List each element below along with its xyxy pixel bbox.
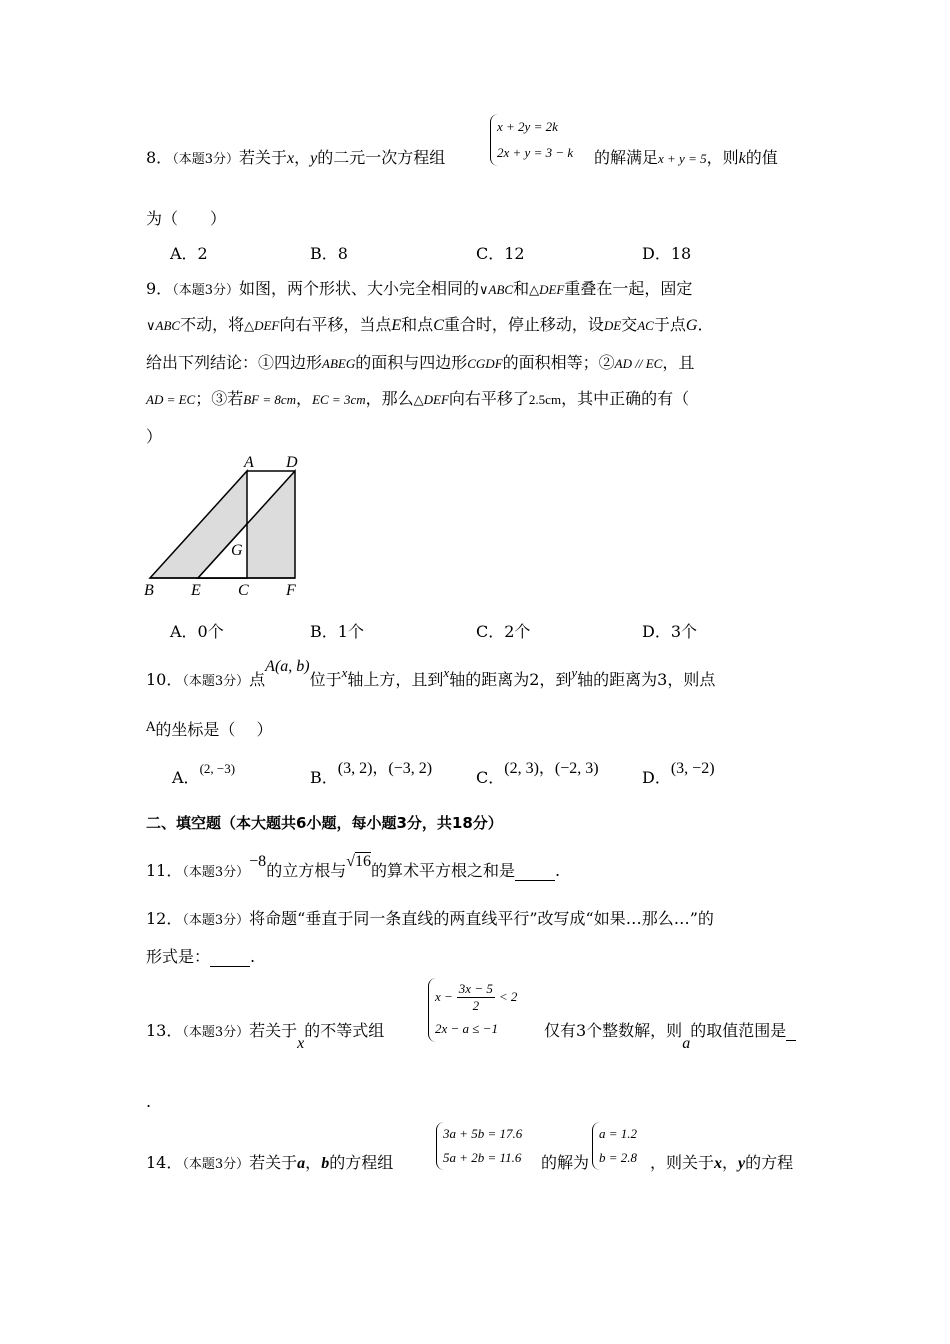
q12-line1 [146, 906, 714, 929]
q14-eq1: 3a + 5b = 17.6 [443, 1126, 523, 1141]
q9-text: 重合时，停止移动，设 [443, 315, 604, 334]
q9-parallel: AD // EC [614, 356, 663, 371]
q13-text: 的取值范围是 [690, 1021, 787, 1040]
q10-option-d-value: (3, −2) [670, 760, 715, 777]
q9-quad-cgdf: CGDF [467, 356, 503, 371]
q8-line1-right [594, 145, 778, 168]
q9-text: 向右平移了 [448, 389, 529, 408]
q14-var-b: b [321, 1155, 330, 1172]
q9-point-e: E [391, 317, 402, 334]
q10-point-a-small: A [146, 720, 156, 735]
q10-text: 轴上方，且到 [347, 670, 444, 689]
q14-text: 的方程组 [329, 1153, 394, 1172]
q12-tag: （本题3分） [182, 913, 250, 928]
q9-triangle-def: △DEF [529, 282, 565, 297]
q9-triangle-def: △DEF [244, 318, 280, 333]
q10-option-c-value: (2, 3)，(−2, 3) [504, 760, 599, 777]
q8-eq2: 2x + y = 3 − k [497, 145, 574, 160]
section-2-heading: 二、填空题（本大题共6小题，每小题3分，共18分） [146, 814, 503, 832]
q9-figure [140, 452, 320, 602]
q13-line1-left [146, 1018, 385, 1052]
q8-condition: x + y = 5 [658, 151, 707, 166]
q11-sqrt-value: 16 [354, 853, 371, 870]
q10-text: 轴的距离为2，到 [449, 670, 572, 689]
q10-number: 10． [146, 670, 183, 689]
q14-eq2: 5a + 2b = 11.6 [443, 1150, 522, 1165]
q9-label-a: A [244, 454, 254, 471]
q8-line2: 为（ ） [146, 209, 227, 228]
q8-option-c[interactable]: C．12 [476, 244, 525, 263]
q13-fraction [457, 981, 495, 1014]
q13-var-x: x [297, 1035, 305, 1052]
q9-text: ，其中正确的有（ [561, 389, 690, 408]
q9-text: 向右平移，当点 [279, 315, 392, 334]
q9-bf: BF = 8cm [243, 392, 297, 407]
q8-var-y: y [310, 150, 318, 167]
q11-tag: （本题3分） [182, 865, 250, 880]
q11-line [146, 853, 561, 881]
q8-option-b[interactable]: B．8 [310, 244, 348, 263]
q10-text: 点 [249, 670, 266, 689]
q9-distance: 2.5cm [528, 392, 562, 407]
q10-var-x: x [341, 665, 348, 680]
q9-line2 [146, 312, 713, 335]
q9-segment-ac: AC [637, 318, 654, 333]
q9-option-d[interactable]: D．3个 [642, 622, 698, 641]
q10-var-y: y [571, 665, 578, 680]
q13-ineq1-pre: x − [435, 989, 453, 1004]
q8-var-k: k [738, 150, 746, 167]
q12-number: 12． [146, 909, 183, 928]
q9-text: ；③若 [195, 389, 244, 408]
q11-text: 的算术平方根之和是 [370, 861, 515, 880]
q10-option-c-label: C． [476, 768, 505, 787]
q8-option-a[interactable]: A．2 [170, 244, 208, 263]
q14-var-y: y [738, 1155, 746, 1172]
q10-option-a-label: A． [172, 768, 200, 787]
q14-comma: ， [722, 1153, 739, 1172]
q9-number: 9． [146, 279, 173, 298]
q13-line1-right [544, 1018, 796, 1052]
q13-text: 仅有3个整数解，则 [544, 1021, 683, 1040]
q8-option-d[interactable]: D．18 [642, 244, 692, 263]
q8-tag: （本题3分） [172, 152, 239, 167]
q8-var-x: x [286, 150, 295, 167]
q13-ineq1-post: < 2 [498, 989, 518, 1004]
q10-option-c[interactable] [476, 757, 599, 787]
q14-text: 的方程 [745, 1153, 794, 1172]
q10-option-d[interactable] [642, 757, 715, 787]
q10-text: 轴的距离为3，则点 [577, 670, 716, 689]
q9-text: ，且 [662, 353, 695, 372]
q14-number: 14． [146, 1153, 183, 1172]
q13-answer-blank[interactable] [786, 1021, 796, 1041]
q9-segment-de: DE [603, 318, 622, 333]
q12-line2 [146, 944, 255, 967]
q11-text: 的立方根与 [266, 861, 347, 880]
q14-var-a: a [297, 1155, 306, 1172]
q8-number: 8． [146, 148, 173, 167]
q9-text: 交 [621, 315, 638, 334]
q14-equation-system [436, 1122, 522, 1170]
q14-var-x: x [714, 1155, 723, 1172]
q10-option-b[interactable] [310, 757, 433, 787]
q14-line-left [146, 1150, 393, 1173]
q9-text: 给出下列结论：①四边形 [146, 353, 323, 372]
q14-text: ，则关于 [650, 1153, 715, 1172]
q9-text: 如图，两个形状、大小完全相同的 [238, 279, 479, 298]
q9-text: 的面积与四边形 [355, 353, 468, 372]
q8-eq1: x + 2y = 2k [497, 119, 558, 134]
q8-text-post3: 的值 [745, 148, 778, 167]
q9-triangle-def: △DEF [413, 392, 449, 407]
q13-ineq1 [435, 978, 517, 1016]
q9-point-c: C [433, 317, 444, 334]
q9-text: 于点 [653, 315, 686, 334]
q9-text: 不动，将 [180, 315, 245, 334]
q9-line4 [146, 386, 689, 409]
q13-tag: （本题3分） [182, 1025, 250, 1040]
q8-equation-system [490, 114, 573, 166]
q9-text: 和 [513, 279, 530, 298]
q13-var-a: a [682, 1035, 691, 1052]
q8-text: 若关于 [238, 148, 287, 167]
q9-option-a[interactable]: A．0个 [170, 622, 224, 641]
q9-text: ． [697, 315, 714, 334]
q9-text: ， [296, 389, 313, 408]
q14-text: 若关于 [249, 1153, 298, 1172]
q9-quad-abeg: ABEG [322, 356, 356, 371]
q9-option-c[interactable]: C．2个 [476, 622, 531, 641]
q8-line1 [146, 145, 445, 168]
q12-end: . [250, 947, 256, 966]
q9-tag: （本题3分） [172, 283, 239, 298]
q9-text: 重叠在一起，固定 [564, 279, 693, 298]
q9-label-c: C [238, 582, 249, 599]
q14-comma: ， [305, 1153, 322, 1172]
q9-line1 [146, 276, 692, 299]
q11-end: . [555, 861, 561, 880]
q9-option-b[interactable]: B．1个 [310, 622, 364, 641]
q9-line3 [146, 350, 694, 373]
q12-answer-blank[interactable] [210, 947, 250, 967]
q12-text: 形式是： [146, 947, 211, 966]
q10-option-b-label: B． [310, 768, 338, 787]
q13-fraction-den: 2 [472, 997, 480, 1013]
q9-label-e: E [191, 582, 201, 599]
q13-fraction-num: 3x − 5 [458, 980, 493, 996]
q10-tag: （本题3分） [182, 674, 250, 689]
q9-label-b: B [144, 582, 154, 599]
q9-text: ，那么 [365, 389, 414, 408]
q10-text: 的坐标是（ ） [155, 720, 273, 739]
q14-line-right [650, 1150, 793, 1173]
q14-sol2: b = 2.8 [599, 1150, 638, 1165]
q9-text: 的面积相等；② [502, 353, 615, 372]
q13-end: . [146, 1092, 152, 1111]
q10-option-d-label: D． [642, 768, 671, 787]
q13-text: 若关于 [249, 1021, 298, 1040]
q11-number: 11． [146, 861, 183, 880]
q10-var-x: x [443, 665, 450, 680]
q9-label-d: D [286, 454, 298, 471]
q9-label-f: F [286, 582, 296, 599]
q13-inequality-system [428, 978, 517, 1042]
q14-tag: （本题3分） [182, 1157, 250, 1172]
q9-triangle-abc: ∨ABC [146, 318, 181, 333]
q10-option-a-value: (2, −3) [199, 761, 236, 776]
q8-text-post2: ，则 [706, 148, 739, 167]
q10-option-b-value: (3, 2)，(−3, 2) [337, 760, 433, 777]
q10-line1 [146, 658, 716, 690]
q13-text: 的不等式组 [304, 1021, 385, 1040]
q11-answer-blank[interactable] [515, 861, 555, 881]
q13-ineq2: 2x − a ≤ −1 [435, 1021, 498, 1036]
q9-triangle-abc: ∨ABC [478, 282, 514, 297]
q11-sqrt: √16 [346, 853, 371, 870]
q9-line5: ） [146, 427, 163, 446]
q9-ec: EC = 3cm [312, 392, 366, 407]
q10-text: 位于 [309, 670, 342, 689]
q14-line-mid: 的解为 [541, 1153, 590, 1172]
q8-text-mid: 的二元一次方程组 [317, 148, 446, 167]
q9-equal: AD = EC [146, 392, 196, 407]
q8-text-post1: 的解满足 [594, 148, 659, 167]
q10-option-a[interactable] [172, 757, 236, 787]
q13-number: 13． [146, 1021, 183, 1040]
q9-point-g: G [685, 317, 698, 334]
q10-point-a: A(a, b) [265, 658, 310, 675]
q14-sol1: a = 1.2 [599, 1126, 638, 1141]
q9-text: 和点 [401, 315, 434, 334]
q8-comma: ， [294, 148, 311, 167]
q9-label-g: G [231, 542, 243, 559]
q10-line2 [146, 717, 272, 740]
q14-solution [592, 1122, 637, 1170]
q12-text: 将命题“垂直于同一条直线的两直线平行”改写成“如果…那么…”的 [249, 909, 714, 928]
q11-neg8: −8 [249, 853, 267, 870]
